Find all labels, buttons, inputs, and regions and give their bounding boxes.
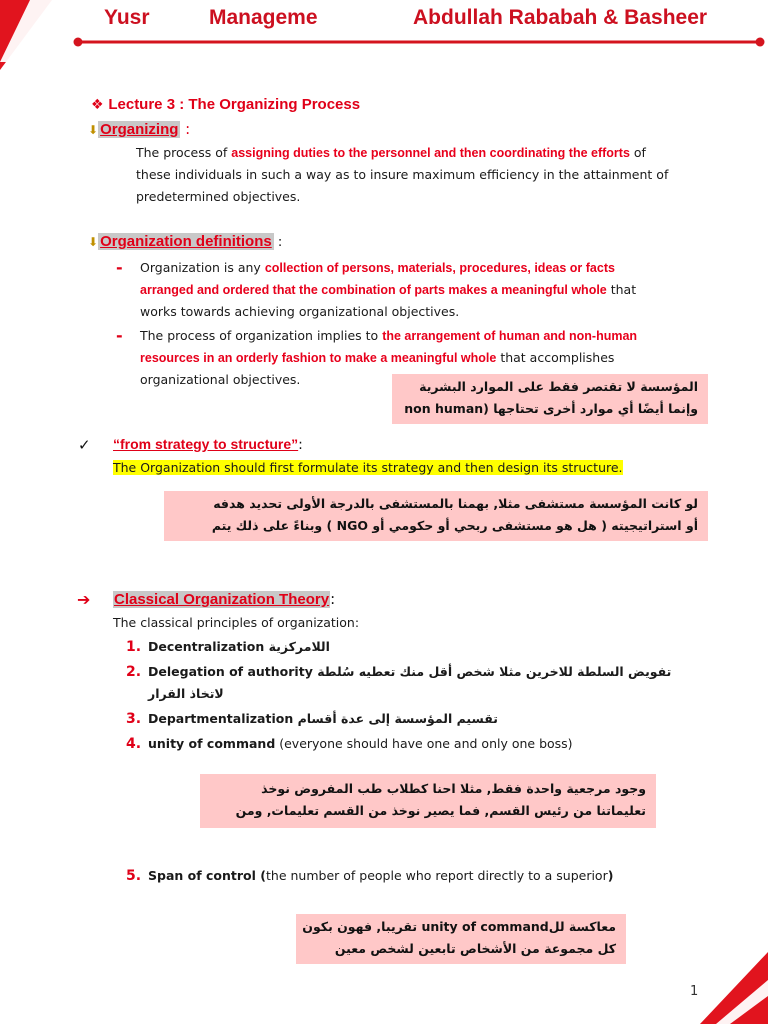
arabic-note-2: لو كانت المؤسسة مستشفى مثلا, بهمنا بالمستشفى بالدرجة الأولى تحديد هدفه أو استراتيجيته ( هل هو مستشفى ربحي أو حكومي أو NGO ) وبناءً على ذلك يتم xyxy=(164,491,708,541)
header-subject: Manageme xyxy=(209,6,318,29)
header-line-dot-left xyxy=(74,38,83,47)
arrow-bullet-icon: ⬇ xyxy=(88,235,99,249)
principle-1: 1. Decentralization اللامركزية xyxy=(126,639,330,655)
strategy-heading: “from strategy to structure”: xyxy=(113,436,303,453)
footer-decoration xyxy=(0,940,768,1024)
organizing-paragraph: The process of assigning duties to the personnel and then coordinating the efforts of these individuals in such a way as to insure maximum efficiency in the attainment of predetermined objectives. xyxy=(136,145,669,204)
principle-3: 3. Departmentalization تقسيم المؤسسة إلى عدة أقسام xyxy=(126,711,498,727)
check-icon: ✓ xyxy=(78,436,91,454)
strategy-highlight: The Organization should first formulate its strategy and then design its structure. xyxy=(113,460,623,475)
classical-heading: Classical Organization Theory: xyxy=(114,590,336,608)
diamond-bullet-icon: ❖ xyxy=(91,97,104,113)
principle-5: 5. Span of control (the number of people who report directly to a superior) xyxy=(126,868,614,884)
header-authors: Abdullah Rababah & Basheer xyxy=(413,6,708,29)
definition-dash-2: - xyxy=(116,326,123,345)
arabic-note-3: وجود مرجعية واحدة فقط, مثلا احنا كطلاب طب المفروض نوخذ تعليماتنا من رئيس القسم, فما يصير نوخذ من القسم تعليمات, ومن xyxy=(200,774,656,828)
definition-dash-1: - xyxy=(116,258,123,277)
page-number: 1 xyxy=(690,984,699,999)
principle-2: 2. Delegation of authority تفويض السلطة للاخرين مثلا شخص أقل منك تعطيه سُلطة لاتخاذ القرار xyxy=(126,664,672,701)
arrow-bullet-icon: ⬇ xyxy=(88,123,99,137)
organizing-heading: ⬇ Organizing : xyxy=(88,120,191,138)
header-author-1: Yusr xyxy=(104,6,150,29)
arabic-note-1: المؤسسة لا تقتصر فقط على الموارد البشرية وإنما أيضًا أي موارد أخرى تحتاجها (non human xyxy=(392,374,708,424)
definitions-heading: ⬇ Organization definitions : xyxy=(88,233,283,250)
definition-item-1: Organization is any collection of persons, materials, procedures, ideas or facts arranged and ordered that the combination of parts makes a meaningful whole that works towards achieving organizational objectives. xyxy=(140,260,637,319)
arabic-note-4: معاكسة للunity of command تقريبا, فهون بكون كل مجموعة من الأشخاص تابعين لشخص معين xyxy=(296,914,626,964)
classical-intro: The classical principles of organization: xyxy=(113,615,360,630)
arrow-right-icon: ➔ xyxy=(77,590,91,609)
lecture-title: ❖ Lecture 3 : The Organizing Process xyxy=(91,96,361,113)
definition-item-2: The process of organization implies to the arrangement of human and non-human resources in an orderly fashion to make a meaningful whole that accomplishes organizational objectives. xyxy=(140,328,638,387)
header-line-dot-right xyxy=(756,38,765,47)
principle-4: 4. unity of command (everyone should have one and only one boss) xyxy=(126,736,573,752)
